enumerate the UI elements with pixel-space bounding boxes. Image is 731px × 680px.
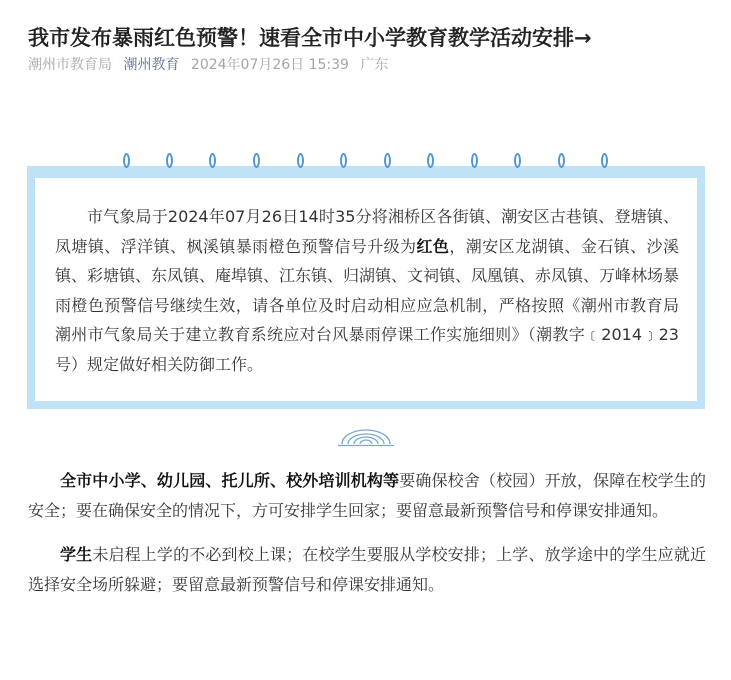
cloud-wave-icon xyxy=(336,428,396,448)
binder-ring-icon xyxy=(514,153,521,168)
binder-ring-icon xyxy=(471,153,478,168)
binder-ring-icon xyxy=(123,153,130,168)
binder-ring-icon xyxy=(297,153,304,168)
author-name: 潮州市教育局 xyxy=(28,57,112,73)
body-paragraph xyxy=(28,540,706,600)
notice-paragraph xyxy=(55,202,679,379)
paragraph-text: 未启程上学的不必到校上课；在校学生要服从学校安排；上学、放学途中的学生应就近选择安全场所躲避；要留意最新预警信号和停课安排通知。 xyxy=(28,545,706,594)
account-link[interactable]: 潮州教育 xyxy=(123,57,180,73)
binder-ring-icon xyxy=(601,153,608,168)
article-body xyxy=(28,466,706,614)
notice-text-after: ，潮安区龙湖镇、金石镇、沙溪镇、彩塘镇、东凤镇、庵埠镇、江东镇、归湖镇、文祠镇、凤凰镇、赤凤镇、万峰林场暴雨橙色预警信号继续生效，请各单位及时启动相应应急机制，严格按照《潮州市教育局 潮州市气象局关于建立教育系统应对台风暴雨停课工作实施细则》（潮教字﹝2014﹞23号）规定做好相关防御工作。 xyxy=(55,236,680,374)
notice-text-before: 市气象局于2024年07月26日14时35分将湘桥区各街镇、潮安区古巷镇、登塘镇、凤塘镇、浮洋镇、枫溪镇暴雨橙色预警信号升级为 xyxy=(55,207,679,256)
binder-ring-icon xyxy=(384,153,391,168)
publish-datetime: 2024年07月26日 15:39 xyxy=(190,57,349,73)
paragraph-lead: 全市中小学、幼儿园、托儿所、校外培训机构等 xyxy=(60,471,400,490)
binder-ring-icon xyxy=(166,153,173,168)
notice-content xyxy=(35,178,697,401)
notice-box xyxy=(27,166,705,409)
paragraph-text: 要确保校舍（校园）开放，保障在校学生的安全；要在确保安全的情况下，方可安排学生回家；要留意最新预警信号和停课安排通知。 xyxy=(28,471,706,520)
binder-ring-icon xyxy=(253,153,260,168)
article-meta xyxy=(28,55,395,75)
binder-ring-icon xyxy=(558,153,565,168)
binder-ring-icon xyxy=(340,153,347,168)
article-title: 我市发布暴雨红色预警！速看全市中小学教育教学活动安排→ xyxy=(28,26,592,51)
binder-ring-icon xyxy=(427,153,434,168)
binder-rings xyxy=(0,153,731,183)
publish-location: 广东 xyxy=(360,57,389,73)
notice-text-bold: 红色 xyxy=(416,236,450,256)
binder-ring-icon xyxy=(209,153,216,168)
body-paragraph xyxy=(28,466,706,526)
paragraph-lead: 学生 xyxy=(60,545,93,564)
